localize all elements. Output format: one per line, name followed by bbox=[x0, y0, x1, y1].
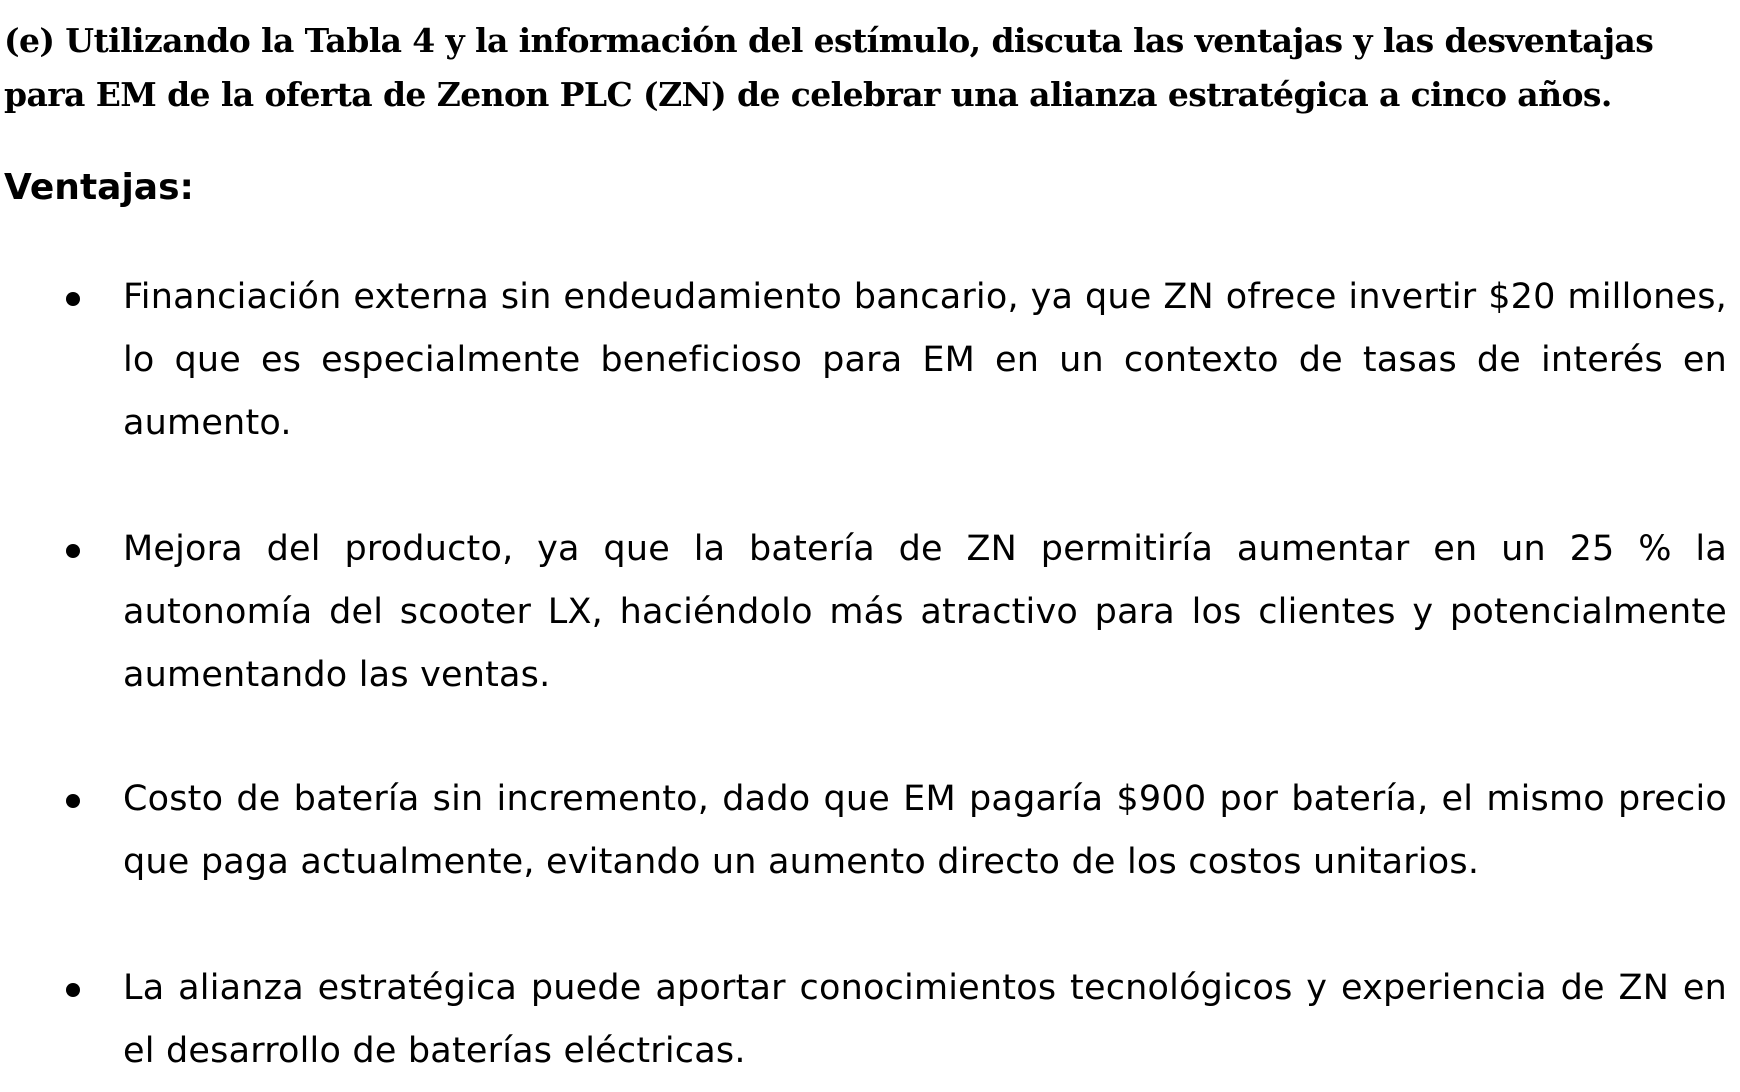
list-item-text: Financiación externa sin endeudamiento bancario, ya que ZN ofrece invertir $20 millones, lo que es especialmente beneficioso para EM en un contexto de tasas de interés en aumento. bbox=[123, 277, 1727, 443]
section-heading-ventajas: Ventajas: bbox=[4, 167, 194, 208]
bullet-icon bbox=[66, 292, 80, 306]
list-item-text: Costo de batería sin incremento, dado que EM pagaría $900 por batería, el mismo precio que paga actualmente, evitando un aumento directo de los costos unitarios. bbox=[123, 779, 1727, 882]
question-prompt: (e) Utilizando la Tabla 4 y la información del estímulo, discuta las ventajas y las desventajas para EM de la oferta de Zenon PLC (ZN) de celebrar una alianza estratégica a cinco años. bbox=[4, 21, 1654, 114]
bullet-icon bbox=[66, 794, 80, 808]
bullet-icon bbox=[66, 544, 80, 558]
list-item-text: La alianza estratégica puede aportar conocimientos tecnológicos y experiencia de ZN en el desarrollo de baterías eléctricas. bbox=[123, 968, 1727, 1071]
bullet-icon bbox=[66, 983, 80, 997]
list-item-text: Mejora del producto, ya que la batería de ZN permitiría aumentar en un 25 % la autonomía del scooter LX, haciéndolo más atractivo para los clientes y potencialmente aumentando las ventas. bbox=[123, 529, 1727, 695]
